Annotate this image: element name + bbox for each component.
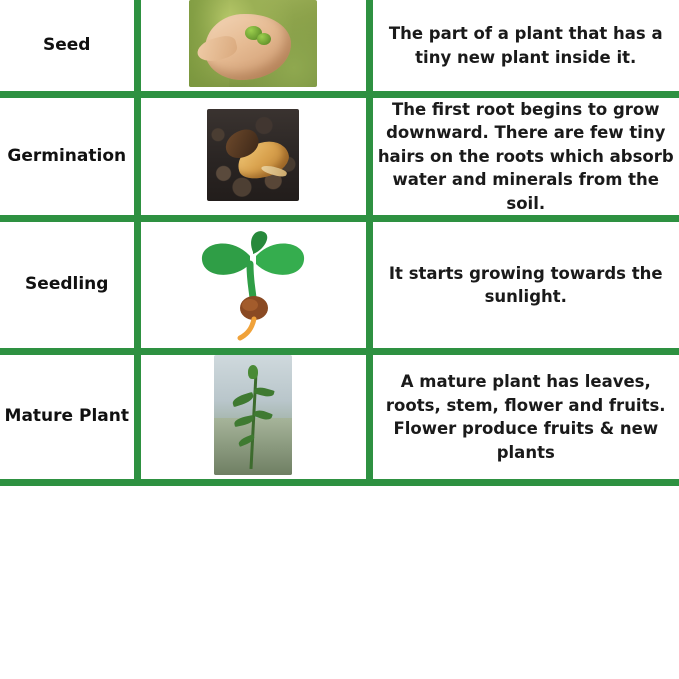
seedling-sprout-illustration bbox=[192, 222, 314, 344]
stage-description-germination: The first root begins to grow downward. There are few tiny hairs on the roots which absorb water and minerals from the soil. bbox=[369, 95, 679, 219]
stage-image-cell-seedling bbox=[137, 219, 369, 352]
mature-plant-photo bbox=[214, 355, 292, 475]
stage-description-seedling: It starts growing towards the sunlight. bbox=[369, 219, 679, 352]
table-row bbox=[0, 219, 679, 352]
hand-holding-seeds-photo bbox=[189, 0, 317, 87]
table-row bbox=[0, 0, 679, 95]
plant-tip bbox=[248, 365, 258, 379]
stage-term-germination: Germination bbox=[0, 95, 137, 219]
leaf-shape bbox=[231, 392, 255, 407]
stage-image-cell-seed bbox=[137, 0, 369, 95]
stage-term-seed: Seed bbox=[0, 0, 137, 95]
table-row bbox=[0, 352, 679, 483]
stage-image-cell-germination bbox=[137, 95, 369, 219]
stage-description-mature-plant: A mature plant has leaves, roots, stem, flower and fruits. Flower produce fruits & new plants bbox=[369, 352, 679, 483]
table-row bbox=[0, 95, 679, 219]
stage-image-cell-mature-plant bbox=[137, 352, 369, 483]
leaf-shape bbox=[253, 386, 274, 399]
seedling-icon bbox=[192, 222, 314, 344]
stage-description-seed: The part of a plant that has a tiny new plant inside it. bbox=[369, 0, 679, 95]
seed-icon bbox=[257, 33, 271, 45]
germinating-bean-on-soil-photo bbox=[207, 109, 299, 201]
stage-term-seedling: Seedling bbox=[0, 219, 137, 352]
stage-term-mature-plant: Mature Plant bbox=[0, 352, 137, 483]
